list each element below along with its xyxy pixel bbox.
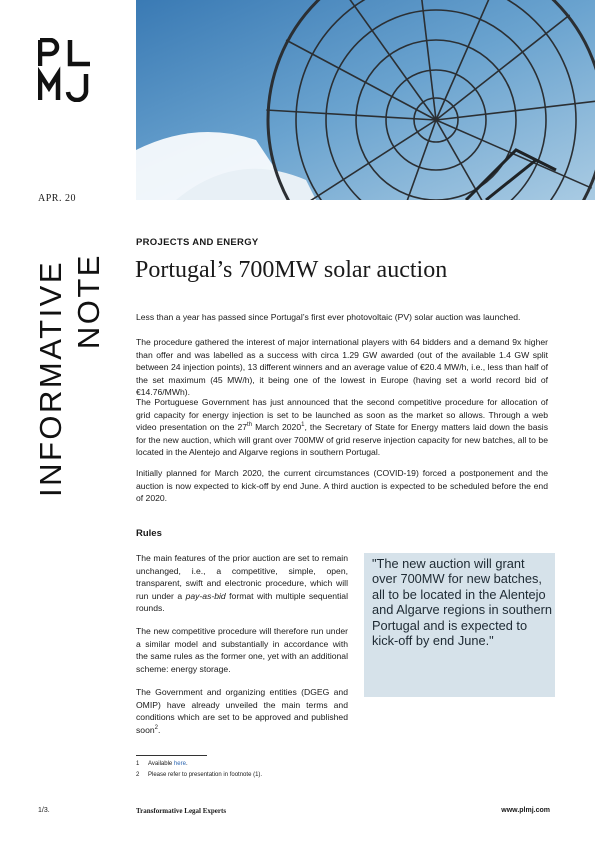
footnote-divider xyxy=(136,755,207,756)
c1-text-b: format with multiple sequential rounds. xyxy=(136,590,348,613)
footnote-link-here[interactable]: here xyxy=(173,761,186,767)
footnote-ref-2[interactable]: 2 xyxy=(154,724,158,731)
paragraph-procedure: The procedure gathered the interest of major international players with 64 bidders and a demand 9x higher than offer and was labelled as a success with circa 1.29 GW awarded (out of the available 1.4 GW split between 24 injection points), 13 different winners and an average value of €20.4 MW/h, i.e., less than half of the set maximum (45 MW/h), it being one of the lowest in Europe (having set a world record bid of €14.76/MWh). xyxy=(136,337,548,397)
paragraph-announcement xyxy=(136,396,548,459)
rules-paragraph-2: The new competitive procedure will therefore run under a similar model and substantially in accordance with the same rules as the former one, yet with an additional scheme: energy storage. xyxy=(136,626,348,674)
footnote-number: 1 xyxy=(136,761,140,767)
rules-heading: Rules xyxy=(136,528,162,539)
hero-solar-structure-image xyxy=(136,0,595,200)
c1-emphasis: pay-as-bid xyxy=(185,590,226,601)
footnote-1 xyxy=(136,760,188,768)
c1-text-a: The main features of the prior auction are set to remain unchanged, i.e., a competitive, simple, open, transparent, swift and electronic procedure, which will run under a xyxy=(136,553,348,601)
section-label: PROJECTS AND ENERGY xyxy=(136,237,259,248)
rules-paragraph-3 xyxy=(136,686,348,736)
c3-text-a: The Government and organizing entities (DGEG and OMIP) have already unveiled the main terms and conditions which are set to be approved and published soon xyxy=(136,687,348,735)
p3-text-c: , the Secretary of State for Energy matters laid down the basis for the new auction, which will grant over 700MW of grid reserve injection capacity for new batches, all to be located in the Alentejo and Algarve regions in southern Portugal. xyxy=(136,422,548,457)
footnote-ref-1[interactable]: 1 xyxy=(301,422,305,429)
paragraph-intro: Less than a year has passed since Portugal’s first ever photovoltaic (PV) solar auction was launched. xyxy=(136,312,521,322)
side-title-line1: INFORMATIVE xyxy=(33,259,68,497)
p3-text-b: March 2020 xyxy=(252,422,302,432)
page-title: Portugal’s 700MW solar auction xyxy=(135,257,448,283)
informative-note-title xyxy=(32,227,108,497)
p3-sup-th: th xyxy=(247,422,253,429)
side-title-line2: NOTE xyxy=(71,253,106,350)
pull-quote: "The new auction will grant over 700MW for new batches, all to be located in the Alentejo and Algarve regions in southern Portugal and is expected to kick-off by end June." xyxy=(372,556,552,649)
p3-text-a: The Portuguese Government has just announced that the second competitive procedure for allocation of grid capacity for energy injection is set to be launched as soon as the market so allows. Through a web video presentation on the 27 xyxy=(136,397,548,432)
footer-website-link[interactable]: www.plmj.com xyxy=(501,807,550,814)
footnote-number: 2 xyxy=(136,772,140,778)
footnote-text: Available xyxy=(148,761,174,767)
c3-text-b: . xyxy=(157,724,161,735)
footnote-after: . xyxy=(185,761,188,767)
footnote-text: Please refer to presentation in footnote (1). xyxy=(148,772,263,778)
plmj-logo xyxy=(38,38,100,102)
footnote-2 xyxy=(136,771,262,779)
paragraph-timeline: Initially planned for March 2020, the current circumstances (COVID-19) forced a postponement and the auction is now expected to kick-off by end June. A third auction is expected to be scheduled before the end of 2020. xyxy=(136,468,548,503)
publication-date: APR. 20 xyxy=(38,193,76,204)
page-number: 1/3. xyxy=(38,807,50,814)
footer-tagline: Transformative Legal Experts xyxy=(136,807,227,815)
rules-paragraph-1 xyxy=(136,552,348,615)
